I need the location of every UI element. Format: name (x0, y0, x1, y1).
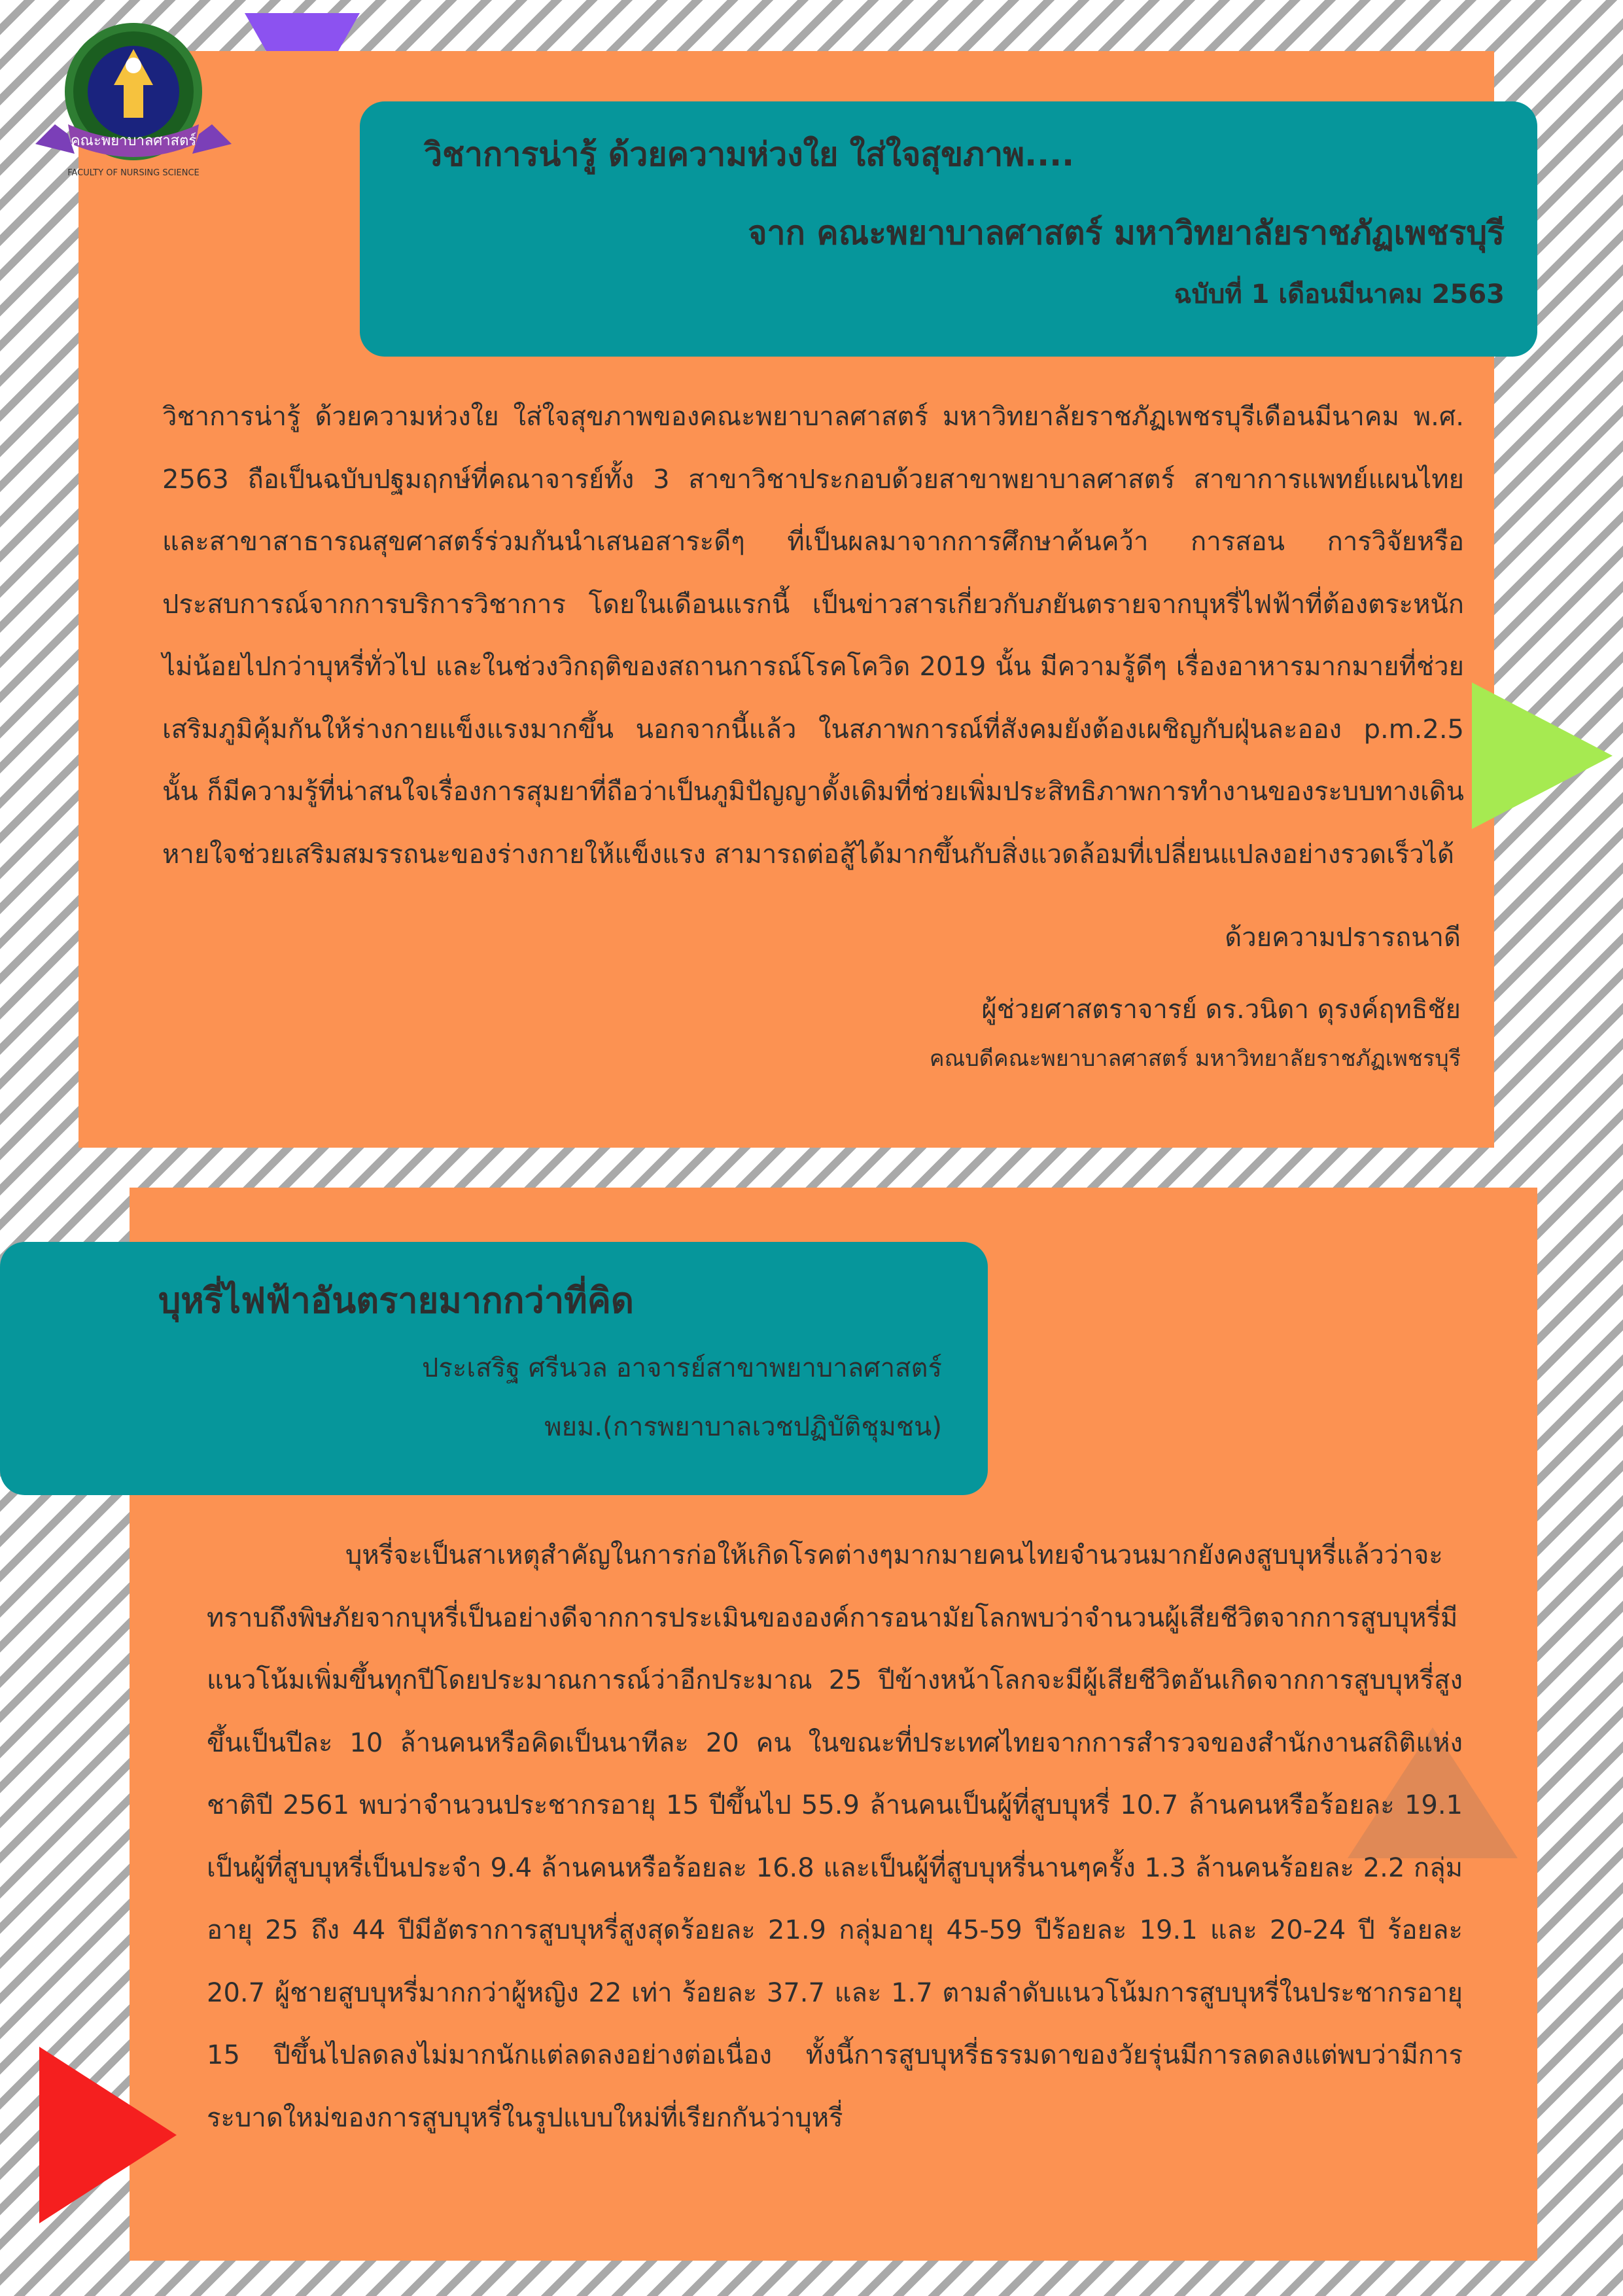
article-paragraph: บุหรี่จะเป็นสาเหตุสำคัญในการก่อให้เกิดโรคต่างๆมากมายคนไทยจำนวนมากยังคงสูบบุหรี่แล้วว่าจะทราบถึงพิษภัยจากบุหรี่เป็นอย่างดีจากการประเมินขององค์การอนามัยโลกพบว่าจำนวนผู้เสียชีวิตจากการสูบบุหรี่มีแนวโน้มเพิ่มขึ้นทุกปีโดยประมาณการณ์ว่าอีกประมาณ 25 ปีข้างหน้าโลกจะมีผู้เสียชีวิตอันเกิดจากการสูบบุหรี่สูงขึ้นเป็นปีละ 10 ล้านคนหรือคิดเป็นนาทีละ 20 คน ในขณะที่ประเทศไทยจากการสำรวจของสำนักงานสถิติแห่งชาติปี 2561 พบว่าจำนวนประชากรอายุ 15 ปีขึ้นไป 55.9 ล้านคนเป็นผู้ที่สูบบุหรี่ 10.7 ล้านคนหรือร้อยละ 19.1 เป็นผู้ที่สูบบุหรี่เป็นประจำ 9.4 ล้านคนหรือร้อยละ 16.8 และเป็นผู้ที่สูบบุหรี่นานๆครั้ง 1.3 ล้านคนร้อยละ 2.2 กลุ่มอายุ 25 ถึง 44 ปีมีอัตราการสูบบุหรี่สูงสุดร้อยละ 21.9 กลุ่มอายุ 45-59 ปีร้อยละ 19.1 และ 20-24 ปี ร้อยละ 20.7 ผู้ชายสูบบุหรี่มากกว่าผู้หญิง 22 เท่า ร้อยละ 37.7 และ 1.7 ตามลำดับแนวโน้มการสูบบุหรี่ในประชากรอายุ 15 ปีขึ้นไปลดลงไม่มากนักแต่ลดลงอย่างต่อเนื่อง ทั้งนี้การสูบบุหรี่ธรรมดาของวัยรุ่นมีการลดลงแต่พบว่ามีการระบาดใหม่ของการสูบบุหรี่ในรูปแบบใหม่ที่เรียกกันว่าบุหรี่ (207, 1540, 1463, 2133)
article-title: บุหรี่ไฟฟ้าอันตรายมากกว่าที่คิด (158, 1280, 634, 1321)
header-banner (360, 101, 1537, 357)
signature-closing: ด้วยความปรารถนาดี (1225, 923, 1461, 953)
signer-position: คณบดีคณะพยาบาลศาสตร์ มหาวิทยาลัยราชภัฏเพชรบุรี (929, 1046, 1461, 1072)
green-triangle-decoration (1472, 682, 1613, 829)
faculty-logo (29, 13, 238, 183)
red-triangle-decoration (39, 2047, 177, 2223)
signer-name: ผู้ช่วยศาสตราจารย์ ดร.วนิดา ดุรงค์ฤทธิชัย (981, 995, 1461, 1025)
issue-label: ฉบับที่ 1 เดือนมีนาคม 2563 (1174, 279, 1505, 309)
logo-banner-text: คณะพยาบาลศาสตร์ (70, 133, 197, 149)
article-credential: พยม.(การพยาบาลเวชปฏิบัติชุมชน) (544, 1412, 942, 1442)
header-subtitle: จาก คณะพยาบาลศาสตร์ มหาวิทยาลัยราชภัฏเพชรบุรี (748, 214, 1505, 252)
header-title: วิชาการน่ารู้ ด้วยความห่วงใย ใส่ใจสุขภาพ.... (424, 135, 1075, 173)
article-author: ประเสริฐ ศรีนวล อาจารย์สาขาพยาบาลศาสตร์ (422, 1353, 942, 1383)
logo-ring-text: FACULTY OF NURSING SCIENCE (67, 168, 200, 178)
intro-paragraph: วิชาการน่ารู้ ด้วยความห่วงใย ใส่ใจสุขภาพของคณะพยาบาลศาสตร์ มหาวิทยาลัยราชภัฏเพชรบุรีเดือนมีนาคม พ.ศ. 2563 ถือเป็นฉบับปฐมฤกษ์ที่คณาจารย์ทั้ง 3 สาขาวิชาประกอบด้วยสาขาพยาบาลศาสตร์ สาขาการแพทย์แผนไทย และสาขาสาธารณสุขศาสตร์ร่วมกันนำเสนอสาระดีๆ ที่เป็นผลมาจากการศึกษาค้นคว้า การสอน การวิจัยหรือประสบการณ์จากการบริการวิชาการ โดยในเดือนแรกนี้ เป็นข่าวสารเกี่ยวกับภยันตรายจากบุหรี่ไฟฟ้าที่ต้องตระหนักไม่น้อยไปกว่าบุหรี่ทั่วไป และในช่วงวิกฤติของสถานการณ์โรคโควิด 2019 นั้น มีความรู้ดีๆ เรื่องอาหารมากมายที่ช่วยเสริมภูมิคุ้มกันให้ร่างกายแข็งแรงมากขึ้น นอกจากนี้แล้ว ในสภาพการณ์ที่สังคมยังต้องเผชิญกับฝุ่นละออง p.m.2.5 นั้น ก็มีความรู้ที่น่าสนใจเรื่องการสุมยาที่ถือว่าเป็นภูมิปัญญาดั้งเดิมที่ช่วยเพิ่มประสิทธิภาพการทำงานของระบบทางเดินหายใจช่วยเสริมสมรรถนะของร่างกายให้แข็งแรง สามารถต่อสู้ได้มากขึ้นกับสิ่งแวดล้อมที่เปลี่ยนแปลงอย่างรวดเร็วได้ (162, 402, 1464, 870)
article-banner (0, 1242, 988, 1495)
